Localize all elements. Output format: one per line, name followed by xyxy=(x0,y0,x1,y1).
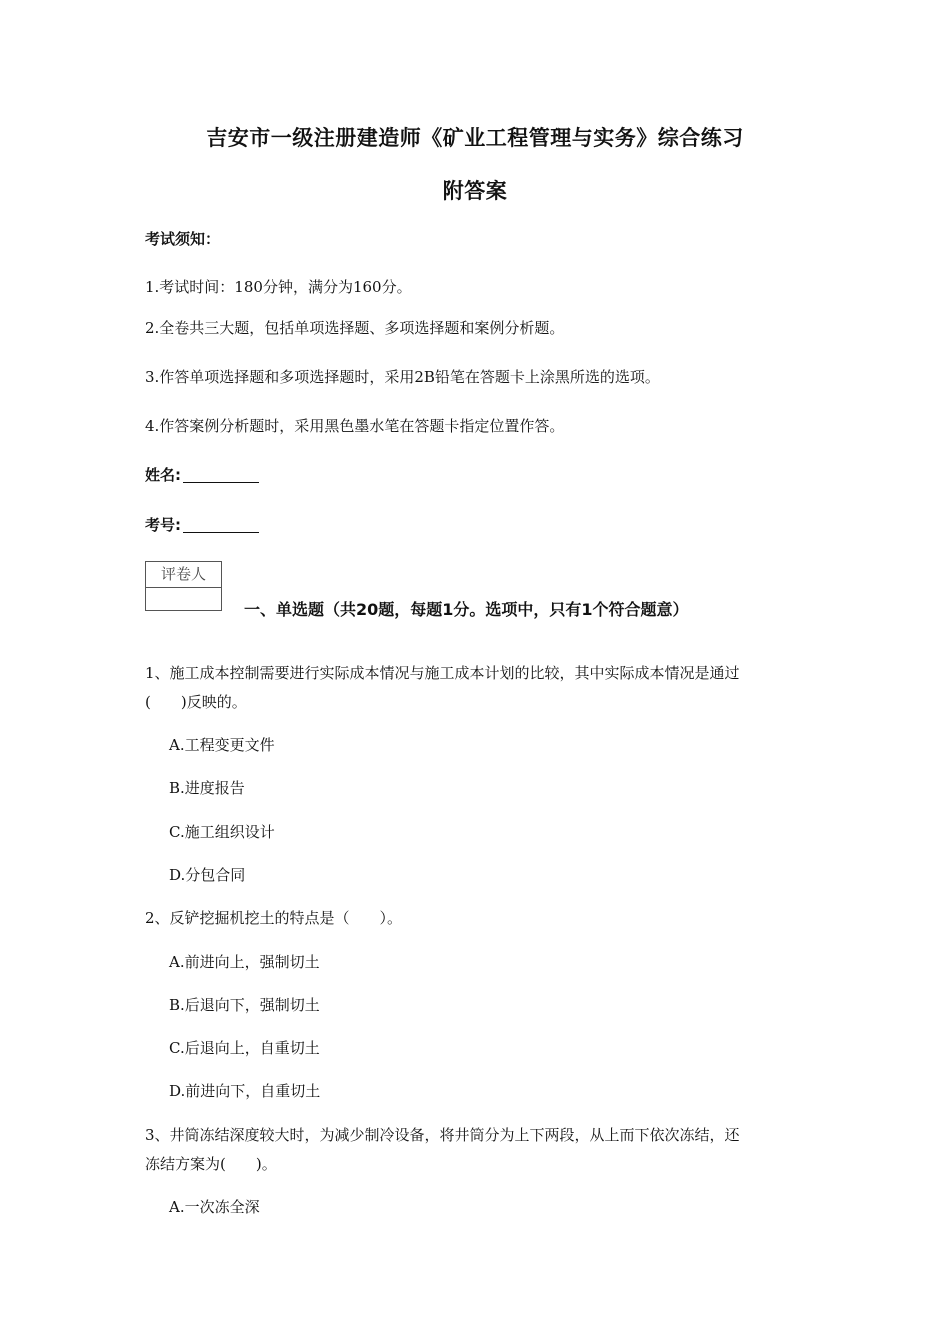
grader-score-cell[interactable] xyxy=(146,588,221,610)
notice-item-4: 4.作答案例分析题时，采用黑色墨水笔在答题卡指定位置作答。 xyxy=(145,417,565,435)
name-label: 姓名: xyxy=(145,466,181,484)
section-heading: 一、单选题（共20题，每题1分。选项中，只有1个符合题意） xyxy=(244,600,689,619)
grader-box xyxy=(145,561,222,611)
notice-item-1: 1.考试时间：180分钟，满分为160分。 xyxy=(145,278,412,296)
id-label: 考号: xyxy=(145,516,181,534)
question-2-option-d[interactable]: D.前进向下，自重切土 xyxy=(169,1082,321,1100)
question-2-option-c[interactable]: C.后退向上，自重切土 xyxy=(169,1039,320,1057)
notice-item-2: 2.全卷共三大题，包括单项选择题、多项选择题和案例分析题。 xyxy=(145,319,565,337)
notice-item-3: 3.作答单项选择题和多项选择题时，采用2B铅笔在答题卡上涂黑所选的选项。 xyxy=(145,368,660,386)
question-3-stem-line1: 3、井筒冻结深度较大时，为减少制冷设备，将井筒分为上下两段，从上而下依次冻结，还 xyxy=(145,1126,740,1144)
notice-heading: 考试须知： xyxy=(145,230,221,248)
document-title: 吉安市一级注册建造师《矿业工程管理与实务》综合练习 xyxy=(206,126,744,150)
question-1-option-b[interactable]: B.进度报告 xyxy=(169,779,245,797)
document-subtitle: 附答案 xyxy=(442,179,508,203)
question-1-stem-line2: ( )反映的。 xyxy=(145,693,247,711)
question-1-option-c[interactable]: C.施工组织设计 xyxy=(169,823,275,841)
name-field[interactable] xyxy=(145,464,259,485)
question-2-stem: 2、反铲挖掘机挖土的特点是（ ）。 xyxy=(145,909,403,927)
id-field[interactable] xyxy=(145,514,259,535)
question-3-stem-line2: 冻结方案为( )。 xyxy=(145,1155,277,1173)
question-3-option-a[interactable]: A.一次冻全深 xyxy=(169,1198,260,1216)
question-2-option-b[interactable]: B.后退向下，强制切土 xyxy=(169,996,320,1014)
name-blank[interactable] xyxy=(183,481,259,483)
id-blank[interactable] xyxy=(183,531,259,533)
question-1-option-a[interactable]: A.工程变更文件 xyxy=(169,736,275,754)
grader-label: 评卷人 xyxy=(146,562,221,588)
question-1-option-d[interactable]: D.分包合同 xyxy=(169,866,246,884)
question-2-option-a[interactable]: A.前进向上，强制切土 xyxy=(169,953,320,971)
question-1-stem-line1: 1、施工成本控制需要进行实际成本情况与施工成本计划的比较，其中实际成本情况是通过 xyxy=(145,664,740,682)
